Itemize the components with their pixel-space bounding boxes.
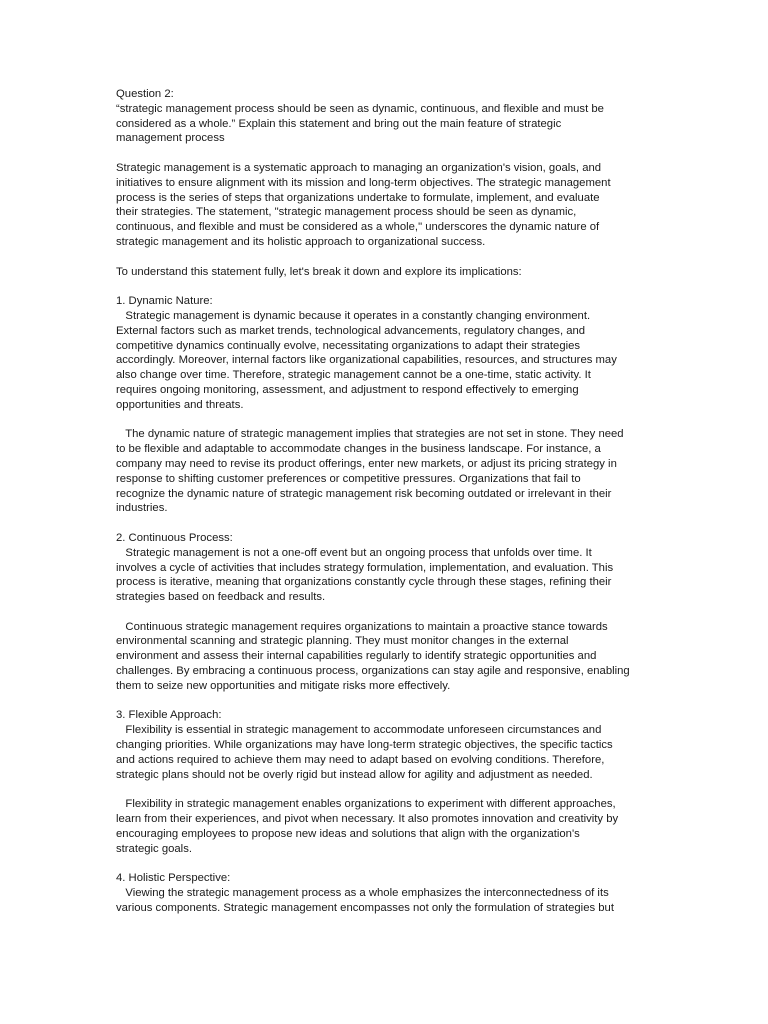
- intro-line: Strategic management is a systematic approach to managing an organization's vision, goals, and: [116, 161, 602, 174]
- body-line: industries.: [116, 502, 168, 515]
- paragraph-gap: [116, 605, 656, 620]
- question-heading: Question 2:: [116, 88, 174, 100]
- section-heading-holistic-perspective: 4. Holistic Perspective:: [116, 872, 231, 885]
- paragraph-gap: [116, 694, 656, 709]
- body-line: environmental scanning and strategic planning. They must monitor changes in the external: [116, 635, 569, 648]
- body-line: process is iterative, meaning that organizations constantly cycle through these stages, refining their: [116, 576, 612, 589]
- body-line: Flexibility is essential in strategic management to accommodate unforeseen circumstances and: [116, 724, 602, 737]
- body-line: External factors such as market trends, technological advancements, regulatory changes, and: [116, 324, 586, 337]
- body-line: also change over time. Therefore, strategic management cannot be a one-time, static activity. It: [116, 369, 591, 382]
- body-line: environment and assess their internal capabilities regularly to identify strategic opportunities and: [116, 650, 597, 663]
- intro-line: process is the series of steps that organizations undertake to formulate, implement, and evaluate: [116, 191, 600, 204]
- body-line: strategic plans should not be overly rigid but instead allow for agility and adjustment as needed.: [116, 768, 593, 781]
- section-heading-dynamic-nature: 1. Dynamic Nature:: [116, 295, 213, 308]
- body-line: recognize the dynamic nature of strategic management risk becoming outdated or irrelevant in their: [116, 487, 612, 500]
- body-line: learn from their experiences, and pivot when necessary. It also promotes innovation and creativity by: [116, 813, 619, 826]
- paragraph-gap: [116, 413, 656, 428]
- paragraph-gap: [116, 146, 656, 161]
- paragraph-gap: [116, 782, 656, 797]
- question-line: management process: [116, 132, 225, 145]
- body-line: response to shifting customer preferences or competitive pressures. Organizations that fail to: [116, 472, 581, 485]
- intro-line: their strategies. The statement, "strategic management process should be seen as dynamic,: [116, 206, 577, 219]
- body-line: encouraging employees to propose new ideas and solutions that align with the organization's: [116, 827, 580, 840]
- breakdown-line: To understand this statement fully, let's break it down and explore its implications:: [116, 265, 522, 278]
- body-line: Strategic management is dynamic because it operates in a constantly changing environment.: [116, 309, 591, 322]
- body-line: involves a cycle of activities that includes strategy formulation, implementation, and evaluation. This: [116, 561, 614, 574]
- body-line: challenges. By embracing a continuous process, organizations can stay agile and responsive, enabling: [116, 665, 630, 678]
- paragraph-gap: [116, 856, 656, 871]
- body-line: them to seize new opportunities and mitigate risks more effectively.: [116, 679, 451, 692]
- body-line: Strategic management is not a one-off event but an ongoing process that unfolds over time. It: [116, 546, 592, 559]
- body-line: competitive dynamics continually evolve, necessitating organizations to adapt their strategies: [116, 339, 581, 352]
- body-line: strategic goals.: [116, 842, 192, 855]
- body-line: Viewing the strategic management process as a whole emphasizes the interconnectedness of its: [116, 887, 609, 900]
- body-line: Flexibility in strategic management enables organizations to experiment with different approaches,: [116, 798, 616, 811]
- body-line: strategies based on feedback and results.: [116, 591, 326, 604]
- body-line: accordingly. Moreover, internal factors like organizational capabilities, resources, and structures may: [116, 354, 617, 367]
- body-line: and actions required to achieve them may need to adapt based on evolving conditions. Therefore,: [116, 753, 605, 766]
- paragraph-gap: [116, 516, 656, 531]
- body-line: to be flexible and adaptable to accommodate changes in the business landscape. For instance, a: [116, 443, 601, 456]
- section-heading-flexible-approach: 3. Flexible Approach:: [116, 709, 222, 722]
- paragraph-gap: [116, 279, 656, 294]
- question-line: considered as a whole.” Explain this statement and bring out the main feature of strategic: [116, 117, 562, 130]
- body-line: Continuous strategic management requires organizations to maintain a proactive stance towards: [116, 620, 608, 633]
- section-heading-continuous-process: 2. Continuous Process:: [116, 531, 233, 544]
- intro-line: strategic management and its holistic approach to organizational success.: [116, 235, 486, 248]
- body-line: company may need to revise its product offerings, enter new markets, or adjust its pricing strategy in: [116, 457, 617, 470]
- paragraph-gap: [116, 250, 656, 265]
- body-line: changing priorities. While organizations may have long-term strategic objectives, the specific tactics: [116, 739, 613, 752]
- body-line: opportunities and threats.: [116, 398, 244, 411]
- body-line: various components. Strategic management encompasses not only the formulation of strategies but: [116, 901, 614, 914]
- intro-line: initiatives to ensure alignment with its mission and long-term objectives. The strategic management: [116, 176, 611, 189]
- body-line: The dynamic nature of strategic management implies that strategies are not set in stone. They need: [116, 428, 624, 441]
- question-line: “strategic management process should be seen as dynamic, continuous, and flexible and must be: [116, 102, 604, 115]
- intro-line: continuous, and flexible and must be considered as a whole," underscores the dynamic nature of: [116, 221, 600, 234]
- body-line: requires ongoing monitoring, assessment, and adjustment to respond effectively to emerging: [116, 383, 579, 396]
- document-page: [116, 87, 656, 916]
